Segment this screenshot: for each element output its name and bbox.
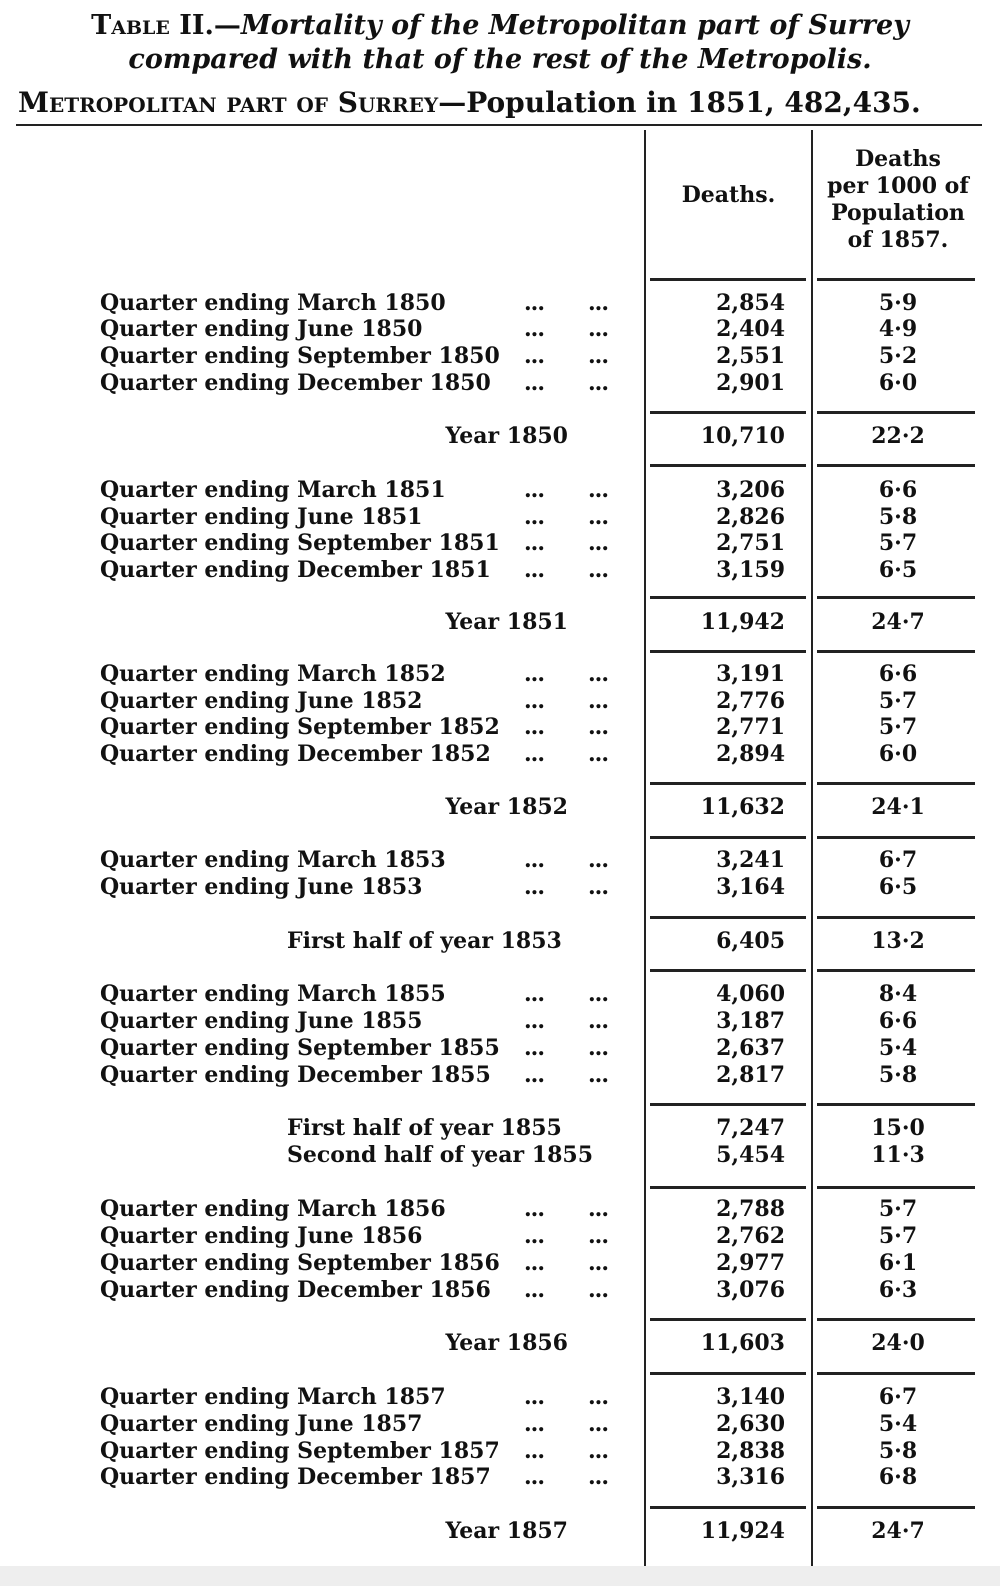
deaths-value: 2,826 — [716, 504, 785, 530]
rate-value: 4·9 — [878, 316, 918, 342]
rate-value: 24·1 — [871, 794, 925, 820]
leader-dots: ... — [524, 504, 544, 530]
rate-value: 5·8 — [878, 1438, 918, 1464]
table-row — [0, 1438, 1000, 1465]
section-rule — [817, 836, 975, 839]
leader-dots: ... — [524, 741, 544, 767]
row-label: Quarter ending December 1856 — [100, 1277, 491, 1303]
table-row — [0, 370, 1000, 397]
table-row — [0, 1062, 1000, 1089]
column-header-rate-line: per 1000 of — [827, 173, 969, 199]
table-row — [0, 1035, 1000, 1062]
row-label: Quarter ending March 1853 — [100, 847, 446, 873]
section-rule — [817, 596, 975, 599]
leader-dots: ... — [588, 504, 608, 530]
rate-value: 11·3 — [871, 1142, 925, 1168]
deaths-value: 3,159 — [716, 557, 785, 583]
leader-dots: ... — [524, 1008, 544, 1034]
table-row — [0, 1464, 1000, 1491]
leader-dots: ... — [524, 688, 544, 714]
row-label: Quarter ending June 1851 — [100, 504, 423, 530]
leader-dots: ... — [588, 1464, 608, 1490]
deaths-value: 2,630 — [716, 1411, 785, 1437]
rate-value: 6·0 — [878, 741, 918, 767]
section-rule — [817, 916, 975, 919]
table-row — [0, 714, 1000, 741]
leader-dots: ... — [524, 1250, 544, 1276]
row-label: Quarter ending September 1850 — [100, 343, 500, 369]
column-header-rate — [813, 146, 983, 254]
leader-dots: ... — [588, 1384, 608, 1410]
leader-dots: ... — [524, 290, 544, 316]
row-label: Quarter ending September 1852 — [100, 714, 500, 740]
section-rule — [817, 650, 975, 653]
deaths-value: 5,454 — [716, 1142, 785, 1168]
row-label: Year 1852 — [445, 794, 568, 820]
section-rule — [817, 1318, 975, 1321]
row-label: Year 1857 — [445, 1518, 568, 1544]
leader-dots: ... — [524, 343, 544, 369]
section-rule — [650, 1103, 806, 1106]
section-rule — [650, 596, 806, 599]
leader-dots: ... — [588, 714, 608, 740]
leader-dots: ... — [588, 688, 608, 714]
section-rule — [817, 969, 975, 972]
table-row — [0, 477, 1000, 504]
leader-dots: ... — [524, 1062, 544, 1088]
leader-dots: ... — [524, 316, 544, 342]
rate-value: 22·2 — [871, 423, 925, 449]
leader-dots: ... — [588, 316, 608, 342]
table-row — [0, 343, 1000, 370]
rate-value: 13·2 — [871, 928, 925, 954]
leader-dots: ... — [588, 477, 608, 503]
rate-value: 5·7 — [878, 688, 918, 714]
leader-dots: ... — [524, 530, 544, 556]
rate-value: 6·8 — [878, 1464, 918, 1490]
leader-dots: ... — [588, 1008, 608, 1034]
rate-value: 6·7 — [878, 847, 918, 873]
section-rule — [817, 1372, 975, 1375]
subtitle-region: Metropolitan part of Surrey — [18, 86, 439, 119]
table-row — [0, 1250, 1000, 1277]
section-rule — [650, 1506, 806, 1509]
section-rule — [650, 1186, 806, 1189]
table-row — [0, 874, 1000, 901]
row-label: Quarter ending March 1850 — [100, 290, 446, 316]
title-line2: compared with that of the rest of the Metropolis. — [128, 44, 872, 75]
row-label: Second half of year 1855 — [287, 1142, 594, 1168]
leader-dots: ... — [588, 1196, 608, 1222]
row-label: Quarter ending December 1855 — [100, 1062, 491, 1088]
section-rule — [817, 782, 975, 785]
leader-dots: ... — [588, 290, 608, 316]
leader-dots: ... — [524, 477, 544, 503]
deaths-value: 3,187 — [716, 1008, 785, 1034]
rate-value: 5·8 — [878, 504, 918, 530]
table-row — [0, 661, 1000, 688]
deaths-value: 2,854 — [716, 290, 785, 316]
leader-dots: ... — [524, 1411, 544, 1437]
deaths-value: 3,241 — [716, 847, 785, 873]
table-row-total — [0, 1142, 1000, 1169]
deaths-value: 11,632 — [700, 794, 785, 820]
section-rule — [650, 1372, 806, 1375]
deaths-value: 2,894 — [716, 741, 785, 767]
leader-dots: ... — [588, 1035, 608, 1061]
row-label: Year 1856 — [445, 1330, 568, 1356]
column-header-deaths: Deaths. — [681, 182, 776, 208]
rate-value: 5·7 — [878, 1196, 918, 1222]
deaths-value: 2,637 — [716, 1035, 785, 1061]
row-label: First half of year 1855 — [287, 1115, 562, 1141]
section-rule — [817, 464, 975, 467]
table-row-total — [0, 1115, 1000, 1142]
row-label: Quarter ending March 1855 — [100, 981, 446, 1007]
leader-dots: ... — [588, 557, 608, 583]
rate-value: 6·6 — [878, 477, 918, 503]
leader-dots: ... — [588, 1250, 608, 1276]
deaths-value: 6,405 — [716, 928, 785, 954]
table-row — [0, 290, 1000, 317]
section-rule — [650, 278, 806, 281]
table-row — [0, 1384, 1000, 1411]
rate-value: 5·2 — [878, 343, 918, 369]
deaths-value: 2,776 — [716, 688, 785, 714]
leader-dots: ... — [588, 847, 608, 873]
leader-dots: ... — [524, 1464, 544, 1490]
table-row — [0, 688, 1000, 715]
rate-value: 5·4 — [878, 1411, 918, 1437]
table-row — [0, 316, 1000, 343]
deaths-value: 3,076 — [716, 1277, 785, 1303]
table-row — [0, 1411, 1000, 1438]
row-label: Quarter ending June 1852 — [100, 688, 423, 714]
row-label: Quarter ending September 1851 — [100, 530, 500, 556]
leader-dots: ... — [524, 1277, 544, 1303]
section-rule — [817, 1186, 975, 1189]
leader-dots: ... — [524, 1196, 544, 1222]
section-rule — [650, 1318, 806, 1321]
leader-dots: ... — [524, 1223, 544, 1249]
section-rule — [817, 278, 975, 281]
rate-value: 6·0 — [878, 370, 918, 396]
deaths-value: 2,901 — [716, 370, 785, 396]
leader-dots: ... — [524, 981, 544, 1007]
rate-value: 6·1 — [878, 1250, 918, 1276]
column-header-rate-line: Deaths — [855, 146, 941, 172]
rate-value: 5·7 — [878, 714, 918, 740]
leader-dots: ... — [588, 874, 608, 900]
rate-value: 24·0 — [871, 1330, 925, 1356]
rate-value: 6·5 — [878, 557, 918, 583]
rate-value: 6·5 — [878, 874, 918, 900]
rate-value: 5·4 — [878, 1035, 918, 1061]
row-label: Quarter ending December 1857 — [100, 1464, 491, 1490]
deaths-value: 11,924 — [700, 1518, 785, 1544]
table-label: Table II. — [91, 10, 214, 41]
title-line1: Mortality of the Metropolitan part of Surrey — [240, 10, 909, 41]
row-label: Quarter ending June 1857 — [100, 1411, 423, 1437]
deaths-value: 3,164 — [716, 874, 785, 900]
table-row — [0, 557, 1000, 584]
deaths-value: 3,140 — [716, 1384, 785, 1410]
rate-value: 6·3 — [878, 1277, 918, 1303]
row-label: Quarter ending June 1856 — [100, 1223, 423, 1249]
rate-value: 5·9 — [878, 290, 918, 316]
table-row-total — [0, 1330, 1000, 1357]
row-label: Quarter ending June 1850 — [100, 316, 423, 342]
deaths-value: 2,977 — [716, 1250, 785, 1276]
table-row — [0, 847, 1000, 874]
table-row — [0, 1223, 1000, 1250]
section-rule — [817, 1103, 975, 1106]
deaths-value: 2,788 — [716, 1196, 785, 1222]
table-row-total — [0, 609, 1000, 636]
table-row — [0, 741, 1000, 768]
deaths-value: 2,771 — [716, 714, 785, 740]
row-label: Quarter ending June 1853 — [100, 874, 423, 900]
leader-dots: ... — [588, 1411, 608, 1437]
section-rule — [650, 464, 806, 467]
section-rule — [650, 969, 806, 972]
table-row — [0, 504, 1000, 531]
table-row — [0, 1008, 1000, 1035]
leader-dots: ... — [588, 661, 608, 687]
rate-value: 5·7 — [878, 530, 918, 556]
table-row — [0, 1196, 1000, 1223]
leader-dots: ... — [588, 530, 608, 556]
deaths-value: 4,060 — [716, 981, 785, 1007]
row-label: Quarter ending September 1857 — [100, 1438, 500, 1464]
section-rule — [817, 1506, 975, 1509]
leader-dots: ... — [588, 741, 608, 767]
table-title — [0, 10, 1000, 42]
rate-value: 5·7 — [878, 1223, 918, 1249]
page-bottom-edge — [0, 1566, 1000, 1586]
section-rule — [650, 782, 806, 785]
row-label: Quarter ending June 1855 — [100, 1008, 423, 1034]
leader-dots: ... — [588, 1062, 608, 1088]
table-row-total — [0, 1518, 1000, 1545]
row-label: Year 1851 — [445, 609, 568, 635]
deaths-value: 2,838 — [716, 1438, 785, 1464]
row-label: Quarter ending December 1852 — [100, 741, 491, 767]
leader-dots: ... — [524, 714, 544, 740]
row-label: Year 1850 — [445, 423, 568, 449]
leader-dots: ... — [524, 661, 544, 687]
rate-value: 6·6 — [878, 661, 918, 687]
row-label: First half of year 1853 — [287, 928, 562, 954]
section-rule — [650, 411, 806, 414]
deaths-value: 3,316 — [716, 1464, 785, 1490]
row-label: Quarter ending March 1857 — [100, 1384, 446, 1410]
subtitle-population: —Population in 1851, 482,435. — [438, 86, 921, 119]
leader-dots: ... — [588, 1223, 608, 1249]
title-dash: — — [213, 10, 241, 41]
leader-dots: ... — [588, 1277, 608, 1303]
table-row-total — [0, 423, 1000, 450]
deaths-value: 2,751 — [716, 530, 785, 556]
leader-dots: ... — [524, 370, 544, 396]
section-rule — [650, 836, 806, 839]
leader-dots: ... — [524, 1438, 544, 1464]
deaths-value: 11,603 — [700, 1330, 785, 1356]
table-row — [0, 1277, 1000, 1304]
deaths-value: 2,404 — [716, 316, 785, 342]
deaths-value: 2,551 — [716, 343, 785, 369]
deaths-value: 7,247 — [716, 1115, 785, 1141]
rate-value: 6·6 — [878, 1008, 918, 1034]
table-row-total — [0, 794, 1000, 821]
table-row-total — [0, 928, 1000, 955]
section-rule — [650, 916, 806, 919]
deaths-value: 11,942 — [700, 609, 785, 635]
table-subtitle — [18, 86, 983, 120]
title-rule — [16, 124, 982, 126]
deaths-value: 3,206 — [716, 477, 785, 503]
row-label: Quarter ending March 1856 — [100, 1196, 446, 1222]
row-label: Quarter ending March 1851 — [100, 477, 446, 503]
row-label: Quarter ending March 1852 — [100, 661, 446, 687]
deaths-value: 3,191 — [716, 661, 785, 687]
leader-dots: ... — [524, 1035, 544, 1061]
leader-dots: ... — [588, 981, 608, 1007]
leader-dots: ... — [524, 1384, 544, 1410]
column-header-rate-line: Population — [831, 200, 965, 226]
table-row — [0, 981, 1000, 1008]
rate-value: 5·8 — [878, 1062, 918, 1088]
section-rule — [817, 411, 975, 414]
table-row — [0, 530, 1000, 557]
deaths-value: 2,817 — [716, 1062, 785, 1088]
deaths-value: 10,710 — [700, 423, 785, 449]
column-header-rate-line: of 1857. — [847, 227, 949, 253]
row-label: Quarter ending September 1855 — [100, 1035, 500, 1061]
row-label: Quarter ending December 1850 — [100, 370, 491, 396]
leader-dots: ... — [588, 1438, 608, 1464]
section-rule — [650, 650, 806, 653]
leader-dots: ... — [524, 847, 544, 873]
leader-dots: ... — [588, 343, 608, 369]
row-label: Quarter ending December 1851 — [100, 557, 491, 583]
deaths-value: 2,762 — [716, 1223, 785, 1249]
rate-value: 24·7 — [871, 609, 925, 635]
leader-dots: ... — [524, 557, 544, 583]
leader-dots: ... — [524, 874, 544, 900]
leader-dots: ... — [588, 370, 608, 396]
rate-value: 15·0 — [871, 1115, 925, 1141]
rate-value: 24·7 — [871, 1518, 925, 1544]
rate-value: 6·7 — [878, 1384, 918, 1410]
row-label: Quarter ending September 1856 — [100, 1250, 500, 1276]
rate-value: 8·4 — [878, 981, 918, 1007]
